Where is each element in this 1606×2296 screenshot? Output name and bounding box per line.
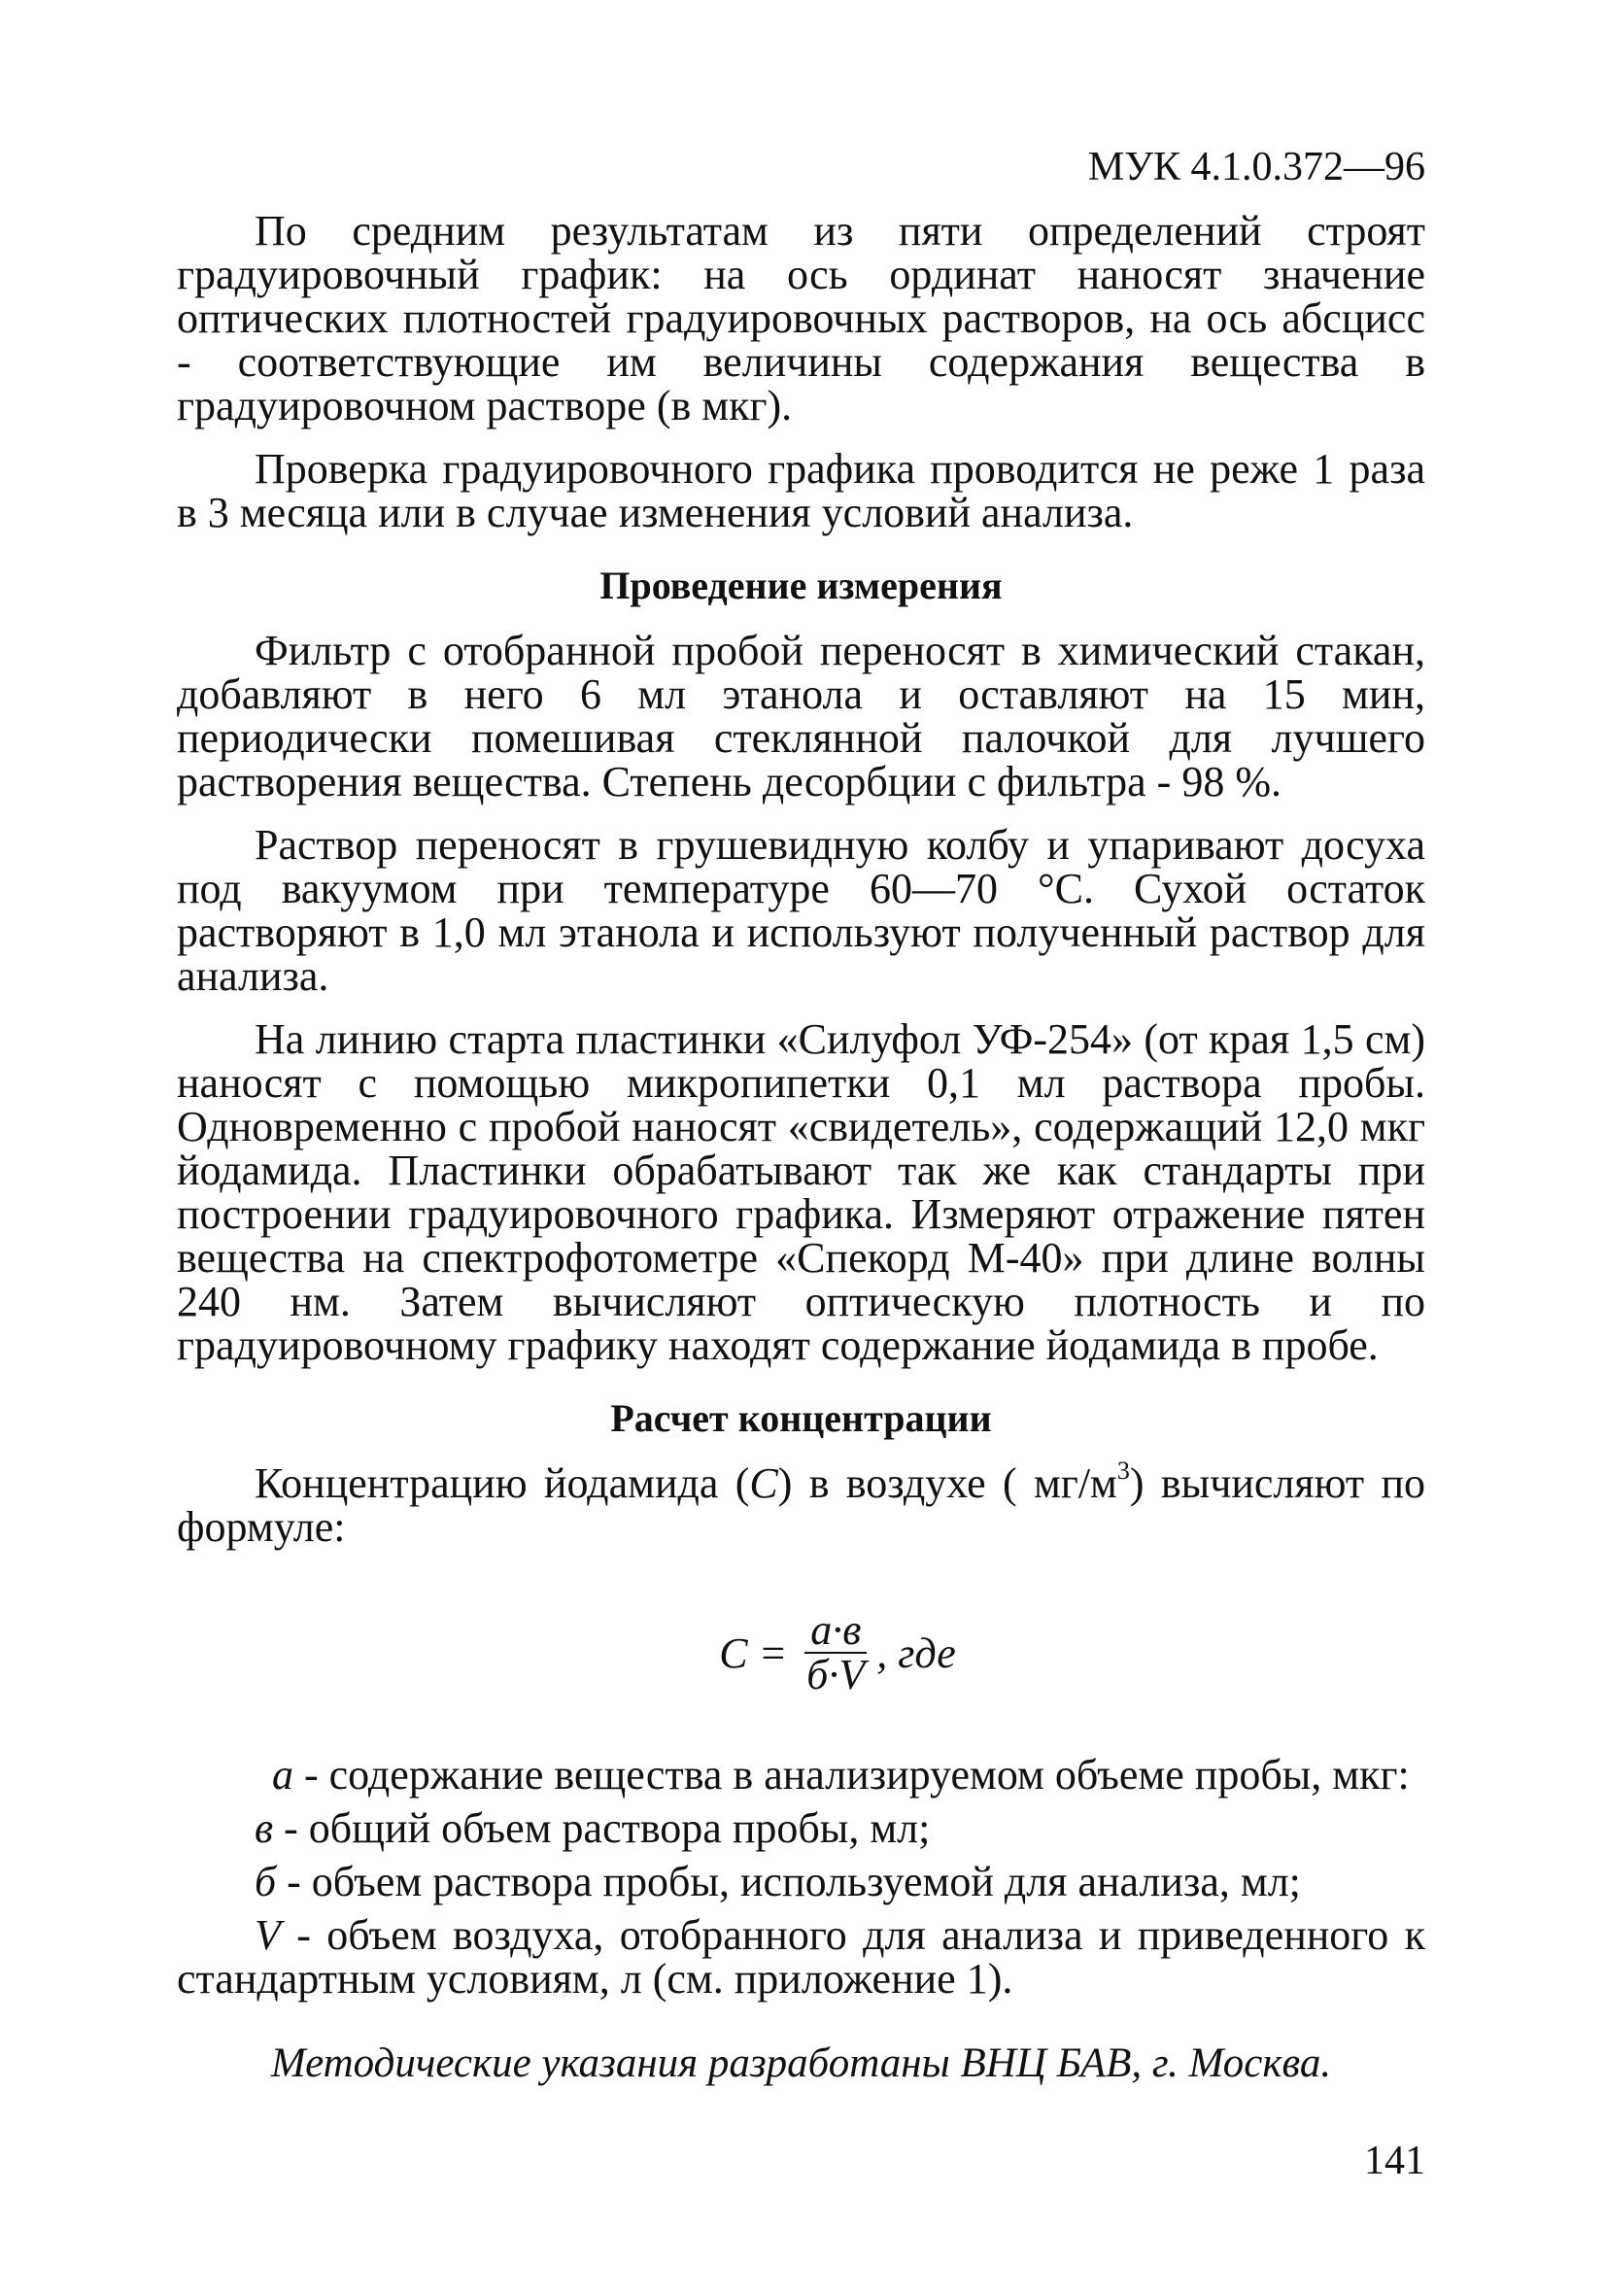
paragraph-filter-transfer: Фильтр с отобранной пробой переносят в химический стакан, добавляют в него 6 мл этанола и оставляют на 15 мин, периодически помешивая стеклянной палочкой для лучшего растворения вещества. Степень десорбции с фильтра - 98 %. — [177, 627, 1425, 805]
variable-definitions — [177, 1753, 1425, 2001]
formula-fraction — [801, 1606, 871, 1698]
formula-numerator: а·в — [804, 1609, 867, 1654]
document-page — [177, 146, 1425, 2183]
paragraph-calibration-graph: По средним результатам из пяти определений строят градуировочный график: на ось ординат наносят значение оптических плотностей градуировочных растворов, на ось абсцисс - соответствующие им величины содержания вещества в градуировочном растворе (в мкг). — [177, 207, 1425, 429]
page-number: 141 — [1364, 2139, 1425, 2183]
paragraph-calibration-check: Проверка градуировочного графика проводится не реже 1 раза в 3 месяца или в случае изменения условий анализа. — [177, 445, 1425, 536]
paragraph-plate-application: На линию старта пластинки «Силуфол УФ-254» (от края 1,5 см) наносят с помощью микропипетки 0,1 мл раствора пробы. Одновременно с пробой наносят «свидетель», содержащий 12,0 мкг йодамида. Пластинки обрабатывают так же как стандарты при построении градуировочного графика. Измеряют отражение пятен вещества на спектрофотометре «Спекорд М-40» при длине волны 240 нм. Затем вычисляют оптическую плотность и по градуировочному графику находят содержание йодамида в пробе. — [177, 1015, 1425, 1369]
paragraph-concentration-intro: Концентрацию йодамида (С) в воздухе ( $мг/м^3$) вычисляют по формуле: — [177, 1456, 1425, 1551]
concentration-formula — [250, 1606, 1425, 1698]
definition-air-volume: V - объем воздуха, отобранного для анализа и приведенного к стандартным условиям, л (см. приложение 1). — [177, 1911, 1425, 2003]
definition-b: б - объем раствора пробы, используемой для анализа, мл; — [255, 1858, 1301, 1905]
paragraph-evaporation: Раствор переносят в грушевидную колбу и упаривают досуха под вакуумом при температуре 60—70 °С. Сухой остаток растворяют в 1,0 мл этанола и используют полученный раствор для анализа. — [177, 821, 1425, 1000]
section-heading-calculation: Расчет концентрации — [610, 1396, 992, 1440]
formula-denominator: б·V — [806, 1651, 866, 1698]
formula-suffix: , где — [876, 1628, 956, 1677]
formula-lhs: C = — [719, 1628, 788, 1677]
developer-note: Методические указания разработаны ВНЦ БАВ, г. Москва. — [270, 2040, 1332, 2086]
definition-v: в - общий объем раствора пробы, мл; — [255, 1804, 931, 1852]
definition-a: а - содержание вещества в анализируемом объеме пробы, мкг: — [272, 1751, 1410, 1799]
document-code: МУК 4.1.0.372—96 — [1087, 145, 1425, 189]
section-heading-measurement: Проведение измерения — [599, 564, 1003, 607]
